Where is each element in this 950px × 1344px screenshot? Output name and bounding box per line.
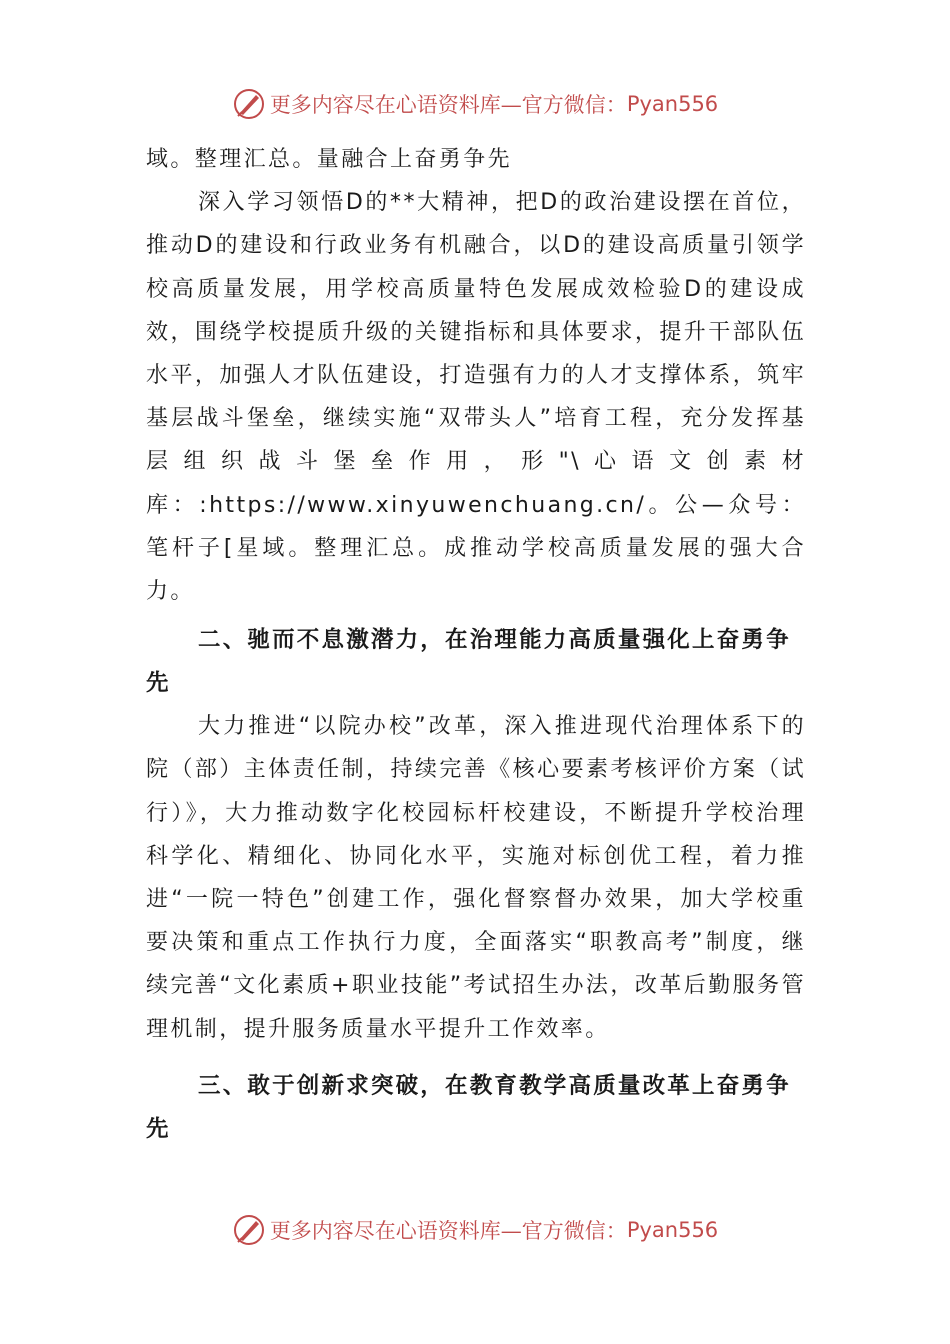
footer-watermark-banner — [0, 1210, 950, 1250]
document-body — [146, 138, 806, 1151]
paragraph-party-building: 深入学习领悟D的**大精神，把D的政治建设摆在首位，推动D的建设和行政业务有机融合，以D的建设高质量引领学校高质量发展，用学校高质量特色发展成效检验D的建设成效，围绕学校提质升级的关键指标和具体要求，提升干部队伍水平，加强人才队伍建设，打造强有力的人才支撑体系，筑牢基层战斗堡垒，继续实施“双带头人”培育工程，充分发挥基层组织战斗堡垒作用，形"\心语文创素材库：:https://www.xinyuwenchuang.cn/。公—众号：笔杆子[星域。整理汇总。成推动学校高质量发展的强大合力。 — [146, 190, 806, 605]
banner-wechat-id: Pyan556 — [626, 1218, 719, 1242]
banner-text: 更多内容尽在心语资料库—官方微信： — [269, 93, 627, 117]
quill-logo-icon — [232, 87, 266, 121]
paragraph-governance: 大力推进“以院办校”改革，深入推进现代治理体系下的院（部）主体责任制，持续完善《核心要素考核评价方案（试行）》，大力推动数字化校园标杆校建设，不断提升学校治理科学化、精细化、协同化水平，实施对标创优工程，着力推进“一院一特色”创建工作，强化督察督办效果，加大学校重要决策和重点工作执行力度，全面落实“职教高考”制度，继续完善“文化素质+职业技能”考试招生办法，改革后勤服务管理机制，提升服务质量水平提升工作效率。 — [146, 714, 806, 1042]
banner-wechat-id: Pyan556 — [626, 92, 719, 116]
section-heading-2: 二、驰而不息激潜力，在治理能力高质量强化上奋勇争先 — [146, 627, 791, 697]
quill-logo-icon — [232, 1213, 266, 1247]
section-heading-3: 三、敢于创新求突破，在教育教学高质量改革上奋勇争先 — [146, 1072, 791, 1142]
banner-text: 更多内容尽在心语资料库—官方微信： — [269, 1219, 627, 1243]
paragraph-continuation: 域。整理汇总。量融合上奋勇争先 — [146, 147, 513, 172]
header-watermark-banner — [0, 84, 950, 124]
